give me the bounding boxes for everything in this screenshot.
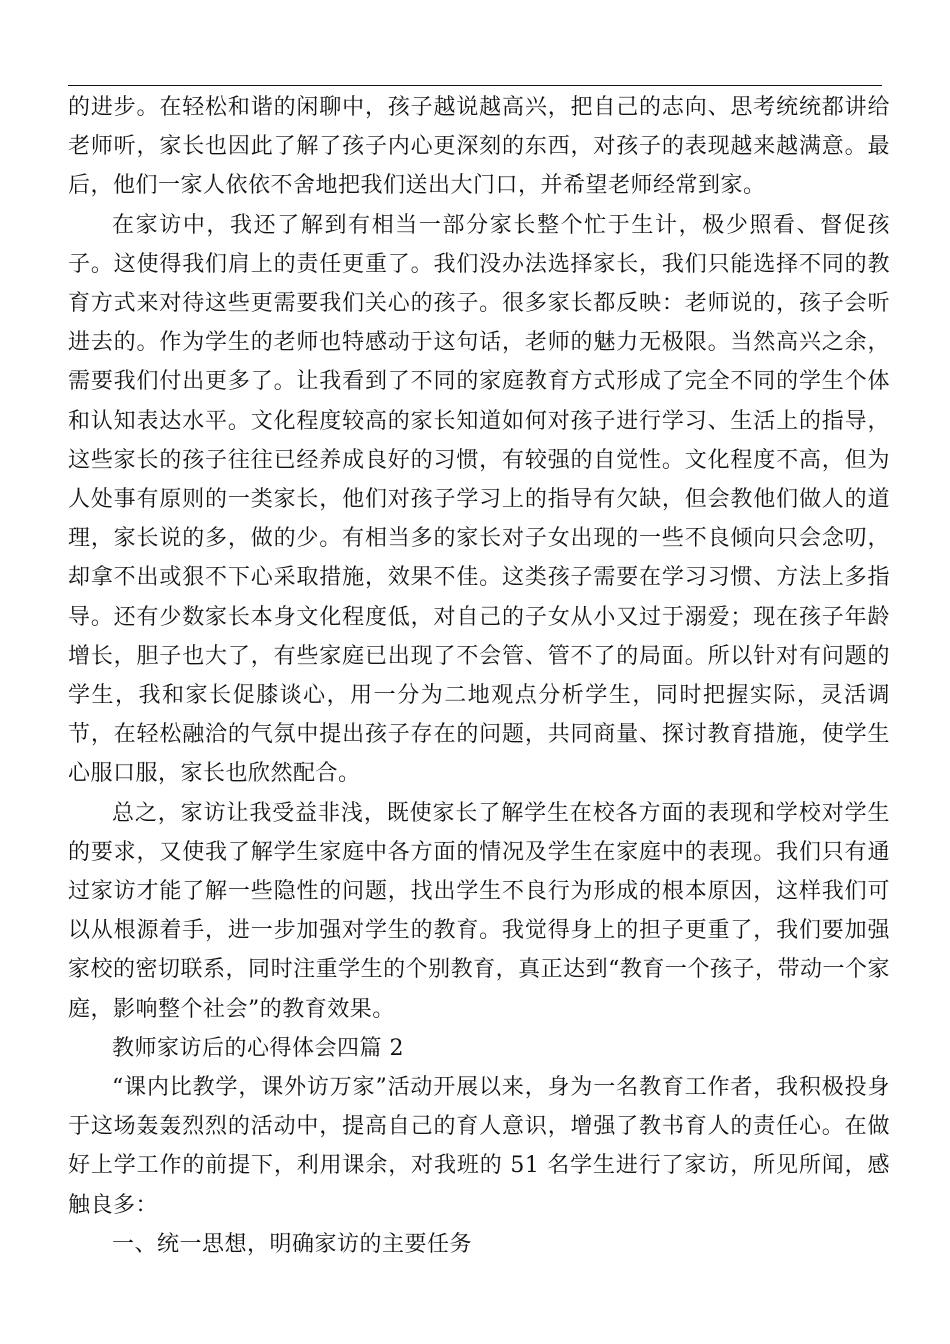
subsection-heading: 一、统一思想，明确家访的主要任务: [112, 1231, 473, 1257]
header-rule: [68, 85, 882, 86]
paragraph-conclusion: 总之，家访让我受益非浅，既使家长了解学生在校各方面的表现和学校对学生的要求，又使我了解学生家庭中各方面的情况及学生在家庭中的表现。我们只有通过家访才能了解一些隐性的问题，找出学生不良行为形成的根本原因，这样我们可以从根源着手，进一步加强对学生的教育。我觉得身上的担子更重了，我们要加强家校的密切联系，同时注重学生的个别教育，真正达到“教育一个孩子，带动一个家庭，影响整个社会”的教育效果。: [68, 800, 890, 1022]
document-body: [68, 88, 890, 1264]
paragraph-home-visit-findings: 在家访中，我还了解到有相当一部分家长整个忙于生计，极少照看、督促孩子。这使得我们肩上的责任更重了。我们没办法选择家长，我们只能选择不同的教育方式来对待这些更需要我们关心的孩子。很多家长都反映：老师说的，孩子会听进去的。作为学生的老师也特感动于这句话，老师的魅力无极限。当然高兴之余，需要我们付出更多了。让我看到了不同的家庭教育方式形成了完全不同的学生个体和认知表达水平。文化程度较高的家长知道如何对孩子进行学习、生活上的指导，这些家长的孩子往往已经养成良好的习惯，有较强的自觉性。文化程度不高，但为人处事有原则的一类家长，他们对孩子学习上的指导有欠缺，但会教他们做人的道理，家长说的多，做的少。有相当多的家长对子女出现的一些不良倾向只会念叨，却拿不出或狠不下心采取措施，效果不佳。这类孩子需要在学习习惯、方法上多指导。还有少数家长本身文化程度低，对自己的子女从小又过于溺爱；现在孩子年龄增长，胆子也大了，有些家庭已出现了不会管、管不了的局面。所以针对有问题的学生，我和家长促膝谈心，用一分为二地观点分析学生，同时把握实际，灵活调节，在轻松融洽的气氛中提出孩子存在的问题，共同商量、探讨教育措施，使学生心服口服，家长也欣然配合。: [68, 212, 890, 787]
paragraph-continuation: 的进步。在轻松和谐的闲聊中，孩子越说越高兴，把自己的志向、思考统统都讲给老师听，家长也因此了解了孩子内心更深刻的东西，对孩子的表现越来越满意。最后，他们一家人依依不舍地把我们送出大门口，并希望老师经常到家。: [68, 95, 890, 199]
section-heading: 教师家访后的心得体会四篇 2: [112, 1035, 404, 1061]
paragraph-activity-intro: “课内比教学，课外访万家”活动开展以来，身为一名教育工作者，我积极投身于这场轰轰烈烈的活动中，提高自己的育人意识，增强了教书育人的责任心。在做好上学工作的前提下，利用课余，对我班的 51 名学生进行了家访，所见所闻，感触良多：: [68, 1075, 890, 1218]
